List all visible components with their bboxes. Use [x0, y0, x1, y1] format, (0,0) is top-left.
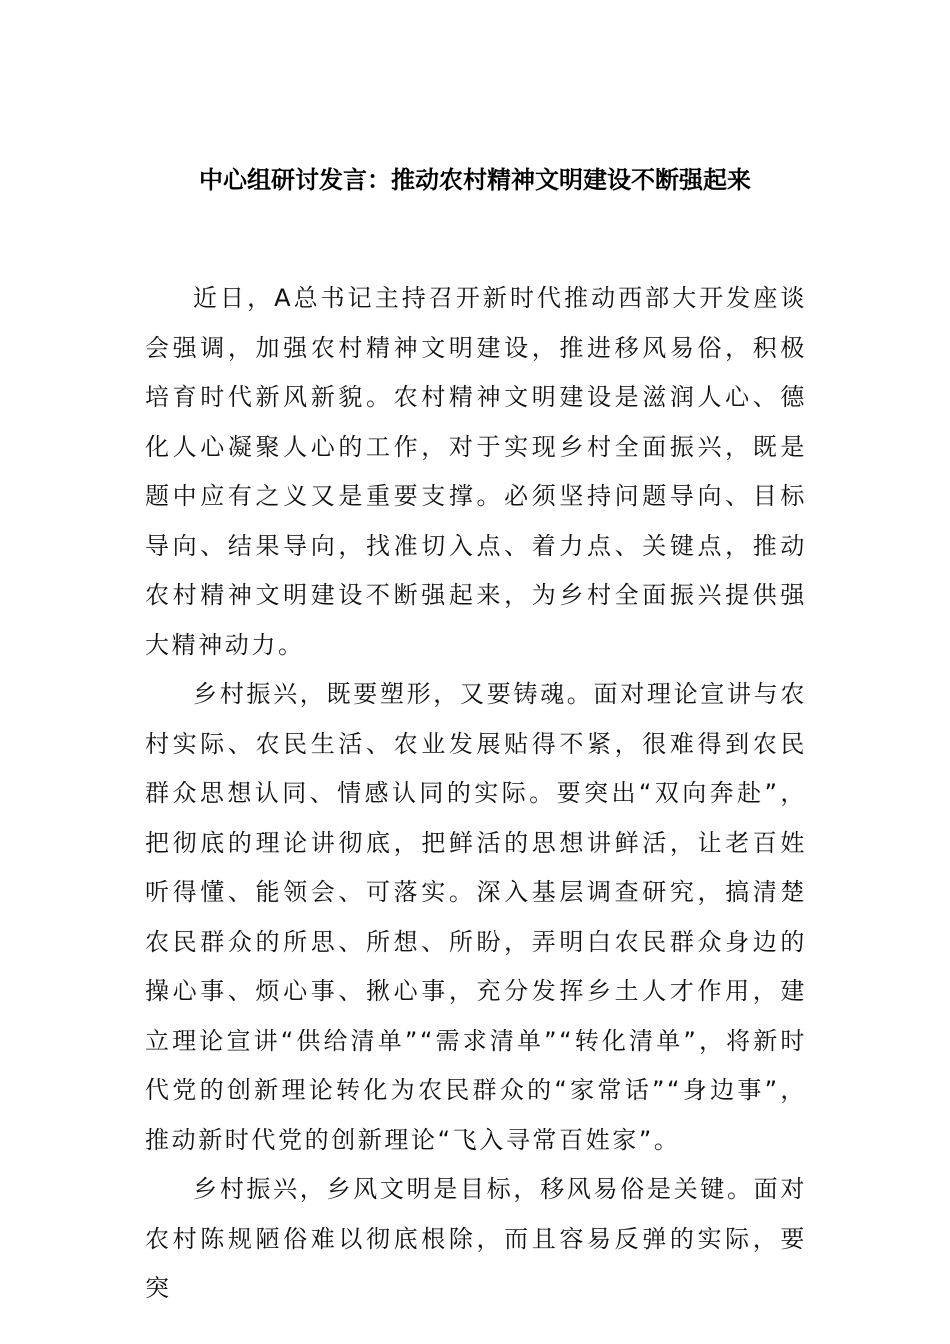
paragraph: 近日，A总书记主持召开新时代推动西部大开发座谈会强调，加强农村精神文明建设，推进移风易俗，积极培育时代新风新貌。农村精神文明建设是滋润人心、德化人心凝聚人心的工作，对于实现乡村全面振兴，既是题中应有之义又是重要支撑。必须坚持问题导向、目标导向、结果导向，找准切入点、着力点、关键点，推动农村精神文明建设不断强起来，为乡村全面振兴提供强大精神动力。: [145, 284, 807, 659]
paragraph: 乡村振兴，乡风文明是目标，移风易俗是关键。面对农村陈规陋俗难以彻底根除，而且容易反弹的实际，要突: [145, 1175, 807, 1302]
paragraph: 乡村振兴，既要塑形，又要铸魂。面对理论宣讲与农村实际、农民生活、农业发展贴得不紧，很难得到农民群众思想认同、情感认同的实际。要突出“双向奔赴”，把彻底的理论讲彻底，把鲜活的思想讲鲜活，让老百姓听得懂、能领会、可落实。深入基层调查研究，搞清楚农民群众的所思、所想、所盼，弄明白农民群众身边的操心事、烦心事、揪心事，充分发挥乡土人才作用，建立理论宣讲“供给清单”“需求清单”“转化清单”，将新时代党的创新理论转化为农民群众的“家常话”“身边事”，推动新时代党的创新理论“飞入寻常百姓家”。: [145, 680, 807, 1154]
document-title: 中心组研讨发言：推动农村精神文明建设不断强起来: [199, 165, 751, 194]
document-body: [145, 274, 807, 1314]
